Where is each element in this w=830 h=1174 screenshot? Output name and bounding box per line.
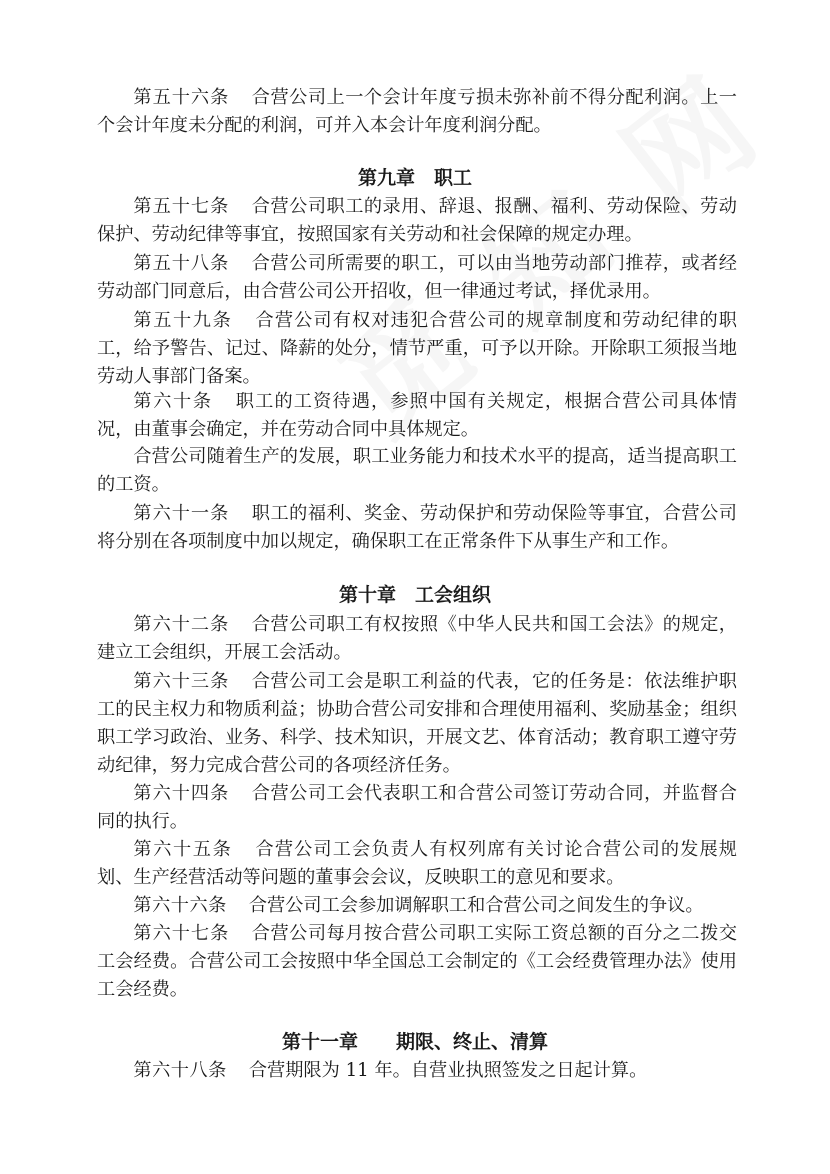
article-number: 第六十七条 (133, 923, 230, 944)
article-text: 合营公司职工有权按照《中华人民共和国工会法》的规定，建立工会组织，开展工会活动。 (97, 614, 737, 663)
article-65 (97, 836, 737, 892)
chapter-9-heading: 第九章 职工 (357, 167, 472, 189)
article-60-continued (97, 443, 737, 499)
article-60 (97, 388, 737, 444)
article-number: 第六十一条 (133, 503, 230, 524)
article-text: 合营公司职工的录用、辞退、报酬、福利、劳动保险、劳动保护、劳动纪律等事宜，按照国家有关劳动和社会保障的规定办理。 (97, 196, 737, 245)
article-number: 第六十八条 (133, 1060, 227, 1081)
article-56 (97, 84, 737, 140)
article-67 (97, 920, 737, 1004)
article-63 (97, 668, 737, 780)
article-text: 合营公司工会参加调解职工和合营公司之间发生的争议。 (248, 895, 704, 916)
chapter-11-heading: 第十一章 期限、终止、清算 (281, 1031, 548, 1053)
article-text: 职工的工资待遇，参照中国有关规定，根据合营公司具体情况，由董事会确定，并在劳动合同中具体规定。 (97, 391, 737, 440)
article-62 (97, 611, 737, 667)
article-text: 职工的福利、奖金、劳动保护和劳动保险等事宜，合营公司将分别在各项制度中加以规定，确保职工在正常条件下从事生产和工作。 (97, 503, 737, 552)
article-number: 第五十六条 (133, 87, 230, 108)
article-number: 第六十五条 (133, 839, 233, 860)
article-number: 第五十八条 (133, 253, 230, 274)
article-number: 第六十条 (133, 391, 213, 412)
article-text: 合营公司所需要的职工，可以由当地劳动部门推荐，或者经劳动部门同意后，由合营公司公开招收，但一律通过考试，择优录用。 (97, 253, 737, 302)
article-68 (97, 1057, 737, 1085)
article-58 (97, 250, 737, 306)
article-66 (97, 892, 737, 920)
article-text: 合营公司工会负责人有权列席有关讨论合营公司的发展规划、生产经营活动等问题的董事会会议，反映职工的意见和要求。 (97, 839, 737, 888)
article-text: 合营公司每月按合营公司职工实际工资总额的百分之二拨交工会经费。合营公司工会按照中华全国总工会制定的《工会经费管理办法》使用工会经费。 (97, 923, 737, 1000)
article-number: 第五十七条 (133, 196, 230, 217)
article-57 (97, 193, 737, 249)
article-59 (97, 307, 737, 391)
article-text: 合营公司随着生产的发展，职工业务能力和技术水平的提高，适当提高职工的工资。 (97, 446, 737, 495)
article-number: 第六十六条 (133, 895, 227, 916)
article-number: 第六十四条 (133, 783, 230, 804)
article-number: 第五十九条 (133, 310, 233, 331)
article-61 (97, 500, 737, 556)
article-text: 合营公司上一个会计年度亏损未弥补前不得分配利润。上一个会计年度未分配的利润，可并入本会计年度利润分配。 (97, 87, 737, 136)
article-number: 第六十二条 (133, 614, 230, 635)
article-64 (97, 780, 737, 836)
chapter-10-heading: 第十章 工会组织 (338, 584, 491, 606)
article-text: 合营期限为 11 年。自营业执照签发之日起计算。 (248, 1060, 648, 1081)
article-number: 第六十三条 (133, 671, 230, 692)
article-text: 合营公司有权对违犯合营公司的规章制度和劳动纪律的职工，给予警告、记过、降薪的处分，情节严重，可予以开除。开除职工须报当地劳动人事部门备案。 (97, 310, 737, 387)
article-text: 合营公司工会代表职工和合营公司签订劳动合同，并监督合同的执行。 (97, 783, 737, 832)
article-text: 合营公司工会是职工利益的代表，它的任务是：依法维护职工的民主权力和物质利益；协助合营公司安排和合理使用福利、奖励基金；组织职工学习政治、业务、科学、技术知识，开展文艺、体育活动；教育职工遵守劳动纪律，努力完成合营公司的各项经济任务。 (97, 671, 737, 776)
